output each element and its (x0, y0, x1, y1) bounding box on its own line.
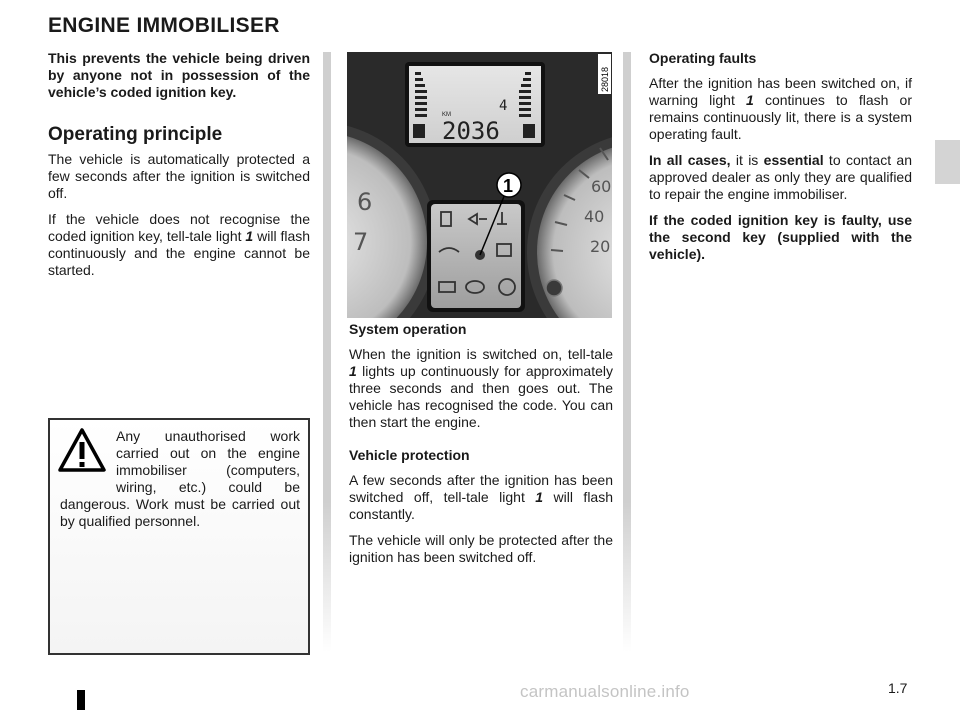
paragraph-operating-faults: After the ignition has been switched on, if warning light 1 continues to flash or remains continuously lit, there is a system operating fault. (649, 75, 912, 142)
page-title: ENGINE IMMOBILISER (48, 14, 280, 37)
lcd-odometer: 2036 (442, 117, 500, 145)
column1-body (48, 151, 310, 288)
instrument-cluster-image (347, 52, 612, 318)
paragraph-system-operation: When the ignition is switched on, tell-tale 1 lights up continuously for approximately three seconds and then goes out. The vehicle has recognised the code. You can then start the engine. (349, 346, 613, 430)
paragraph-vehicle-protection: A few seconds after the ignition has been switched off, tell-tale light 1 will flash constantly. (349, 472, 614, 522)
lcd-unit: KM (442, 112, 451, 118)
dial-number: 7 (353, 228, 369, 256)
crop-mark (77, 690, 85, 710)
heading-system-operation: System operation (349, 321, 467, 337)
figure-code: 28018 (600, 66, 610, 92)
warning-text: Any unauthorised work carried out on the engine immobiliser (computers, wiring, etc.) could be dangerous. Work must be carried out by qualified personnel. (60, 428, 300, 529)
callout-ref: 1 (245, 228, 254, 244)
paragraph-not-recognised: If the vehicle does not recognise the coded ignition key, tell-tale light 1 will flash continuously and the engine cannot be started. (48, 211, 311, 278)
page-number: 1.7 (888, 680, 908, 696)
section-tab (935, 140, 960, 184)
section-heading: Operating principle (48, 124, 223, 145)
heading-operating-faults: Operating faults (649, 50, 757, 66)
callout-ref: 1 (535, 489, 544, 505)
paragraph-auto-protect: The vehicle is automatically protected a few seconds after the ignition is switched off. (48, 151, 310, 201)
heading-vehicle-protection: Vehicle protection (349, 447, 470, 463)
warning-box (48, 418, 310, 655)
dashboard-illustration (347, 52, 612, 318)
column3-body (649, 50, 912, 272)
lcd-gear: 4 (499, 98, 508, 114)
callout-ref: 1 (746, 92, 754, 108)
dial-number: 60 (591, 177, 612, 196)
column-divider (323, 52, 331, 652)
dial-number: 20 (590, 237, 611, 256)
callout-ref: 1 (349, 363, 357, 379)
column2-body (349, 321, 613, 575)
intro-text: This prevents the vehicle being driven by anyone not in possession of the vehicle’s coded ignition key. (48, 50, 310, 100)
dial-number: 40 (584, 207, 605, 226)
paragraph-protection-after: The vehicle will only be protected after the ignition has been switched off. (349, 532, 613, 565)
paragraph-contact-dealer: In all cases, it is essential to contact an approved dealer as only they are qualified to repair the engine immobiliser. (649, 152, 913, 202)
callout-number: 1 (503, 176, 514, 196)
dial-number: 6 (357, 188, 373, 216)
watermark: carmanualsonline.info (520, 682, 690, 701)
column-divider (623, 52, 631, 652)
paragraph-second-key: If the coded ignition key is faulty, use the second key (supplied with the vehicle). (649, 212, 912, 262)
